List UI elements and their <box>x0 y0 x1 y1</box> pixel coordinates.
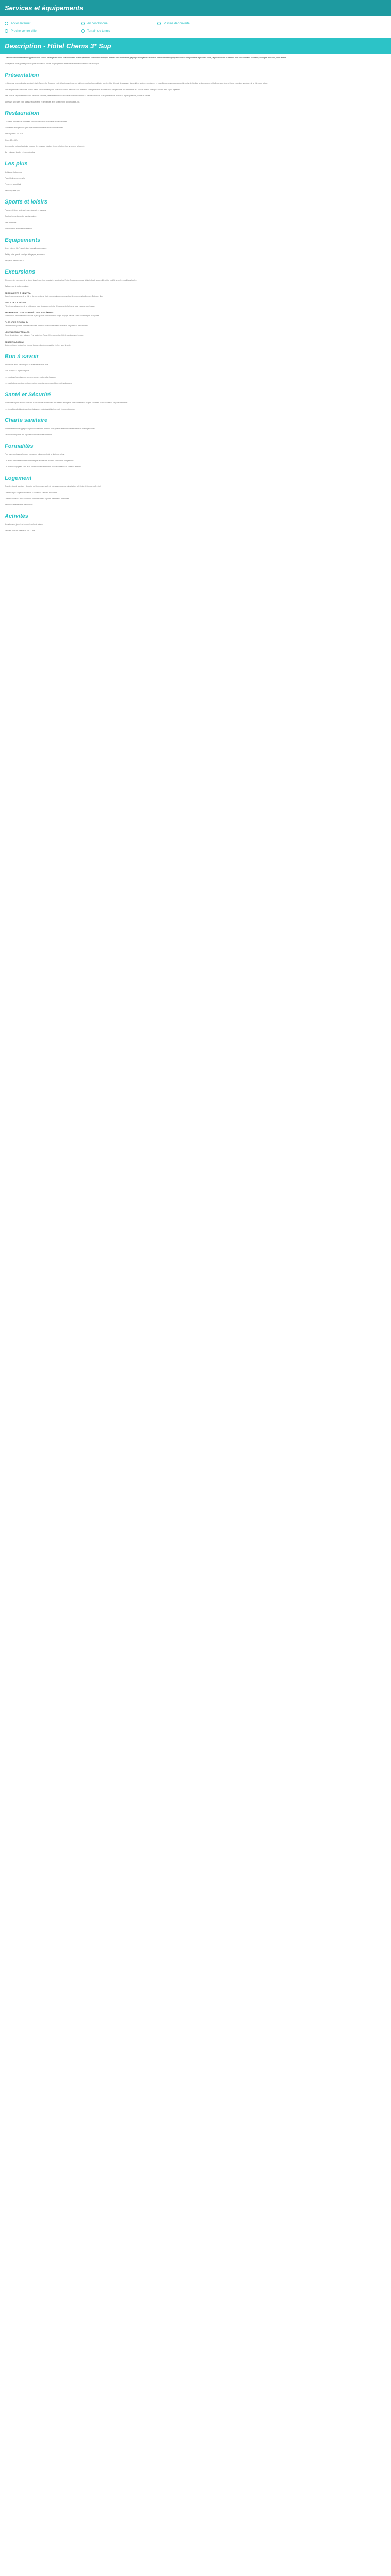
section-paragraph: Court de tennis disponible sur réservation. <box>5 215 37 217</box>
section-paragraph: Avant votre départ, veuillez consulter le site internet du ministère des Affaires étrangères pour connaître les risques sanitaires et sécuritaires du pays de destination. <box>5 402 128 404</box>
excursion-heading: VISITE DE LA MÉDINA <box>5 301 27 304</box>
section-title: Restauration <box>5 110 40 116</box>
section-title: Logement <box>5 475 32 481</box>
section-paragraph: Mini-club pour les enfants de 4 à 12 ans. <box>5 530 36 532</box>
section-paragraph: Notre établissement applique un protocole sanitaire renforcé pour garantir la sécurité de ses clients et de son personnel. <box>5 428 95 430</box>
description-title: Description - Hôtel Chems 3* Sup <box>5 42 111 50</box>
excursion-paragraph: Circuit de plusieurs jours à travers Fès, Meknès et Rabat. Hébergement en hôtels, demi-pension incluse. <box>5 334 84 336</box>
amenity-item <box>81 22 157 25</box>
section-paragraph: Situé en plein cœur de la ville, l'hôtel Chems est idéalement placé pour découvrir les alentours. Les chambres sont spacieuses et confortables. Le personnel est attentionné et à l'écoute de ses hôtes pour rendre votre séjour agréable. <box>5 89 180 91</box>
amenities-row <box>5 27 386 35</box>
section-paragraph: Découvrez les richesses de la région lors d'excursions organisées au départ de l'hôtel. Programme donné à titre indicatif, susceptible d'être modifié selon les conditions locales. <box>5 279 137 281</box>
excursion-heading: LES VILLES IMPÉRIALES <box>5 331 30 333</box>
section-paragraph: Rapport qualité-prix <box>5 190 20 192</box>
section-title: Formalités <box>5 443 34 449</box>
section-paragraph: Les autres nationalités doivent se renseigner auprès des autorités consulaires compétentes. <box>5 460 74 462</box>
excursion-heading: DÉCOUVERTE À KÉNITRA <box>5 292 31 294</box>
amenity-item <box>157 22 234 25</box>
section-paragraph: Piscine extérieure aménagée avec transats et parasols. <box>5 209 47 211</box>
excursion-paragraph: Journée de découverte de la ville et de ses environs, visite des principaux monuments et des marchés traditionnels. Déjeuner libre. <box>5 295 104 297</box>
excursion-paragraph: Après-midi dans le désert de pierres, balade à dos de dromadaire et dîner sous la tente. <box>5 344 71 346</box>
section-paragraph: Réception ouverte 24h/24. <box>5 260 25 262</box>
amenity-item <box>5 22 81 25</box>
section-paragraph: Parking privé gratuit, consigne à bagages, ascenseur. <box>5 253 45 256</box>
amenity-label: Piscine découverte <box>164 22 190 25</box>
amenities-list <box>0 16 391 38</box>
section-paragraph: Animations en soirée selon la saison. <box>5 228 33 230</box>
amenities-row <box>5 20 386 27</box>
amenity-item <box>5 29 81 33</box>
section-title: Excursions <box>5 269 36 275</box>
section-title: Présentation <box>5 72 39 78</box>
section-paragraph: Notre avis sur l'hôtel : une adresse accueillante et bien située, avec un excellent rapport qualité-prix. <box>5 101 80 103</box>
excursion-paragraph: Excursion en pleine nature au sein de la plus grande forêt de chênes-lièges du pays. Balade à pied accompagnée d'un guide. <box>5 315 100 317</box>
beach-icon <box>5 29 8 33</box>
amenity-label: Proche centre-ville <box>11 29 37 33</box>
section-paragraph: Chambre triple : capacité maximum 3 adultes ou 2 adultes et 1 enfant. <box>5 492 58 494</box>
amenity-label: Air conditionné <box>87 22 108 25</box>
services-header <box>0 0 391 16</box>
section-title: Bon à savoir <box>5 353 39 360</box>
section-paragraph: Accès Internet Wi-Fi gratuit dans les parties communes. <box>5 247 47 249</box>
services-title: Services et équipements <box>5 4 84 12</box>
pool-icon <box>157 22 161 25</box>
section-paragraph: Pour les ressortissants français : passeport valide pour toute la durée du séjour. <box>5 453 65 455</box>
section-paragraph: Les mineurs voyageant sans leurs parents doivent être munis d'une autorisation de sortie du territoire. <box>5 466 82 468</box>
intro-paragraph: Au départ de l'hôtel, partez pour un après-midi dans la nature. Au programme, visite des lieux et découverte du site historique. <box>5 63 100 65</box>
section-paragraph: Animations en journée et en soirée selon la saison. <box>5 523 43 526</box>
section-paragraph: Taxe de séjour à régler sur place. <box>5 370 30 372</box>
section-paragraph: Balcon ou terrasse selon disponibilité. <box>5 504 34 506</box>
amenity-item <box>81 29 157 33</box>
section-paragraph: Salle de fitness. <box>5 222 17 224</box>
excursion-paragraph: Flânerie dans les ruelles de la médina, au cœur des souks animés. Découverte de l'artisanat local : poterie, cuir, tissage. <box>5 305 95 307</box>
section-title: Les plus <box>5 161 28 167</box>
section-paragraph: Les formalités administratives et sanitaires sont indiquées à titre informatif et peuvent évoluer. <box>5 408 75 410</box>
excursion-paragraph: Départ matinal pour les célèbres cascades, parmi les plus spectaculaires du Maroc. Déjeuner au bord de l'eau. <box>5 325 88 327</box>
amenity-label: Accès Internet <box>11 22 31 25</box>
section-paragraph: Chambre double standard : lit double ou lits jumeaux, salle de bains avec douche, climatisation, télévision, téléphone, coffre-fort. <box>5 485 102 487</box>
section-paragraph: Dîner : 19h - 22h <box>5 139 18 141</box>
tennis-icon <box>81 29 85 33</box>
section-paragraph: Les horaires d'ouverture des services peuvent varier selon la saison. <box>5 376 57 378</box>
section-title: Santé et Sécurité <box>5 392 51 398</box>
section-title: Charte sanitaire <box>5 417 48 423</box>
excursion-heading: PROMENADE DANS LA FORÊT DE LA MAÂMORA <box>5 311 54 314</box>
section-title: Equipements <box>5 237 41 243</box>
description-header <box>0 38 391 54</box>
description-content <box>0 54 391 532</box>
section-paragraph: Petit déjeuner : 7h - 10h <box>5 133 23 135</box>
section-paragraph: Le Maroc est une destination appréciée toute l'année. Le Royaume invite à la découverte de son patrimoine culturel aux multiples facettes. Une diversité de paysages incroyables : sublimes ambiances et magnifiques canyons composent la région de Kénitra, la plus moderne et belle du pays. Une véritable excursion, au départ de la ville, vous attend. <box>5 82 268 84</box>
amenity-label: Terrain de tennis <box>87 29 110 33</box>
intro-paragraph: Le Maroc est une destination appréciée tout l'année. La Royaume invite à la découverte de son patrimoine culturel aux multiples facettes. Une diversité de paysages incroyables : sublimes ambiances et magnifiques canyons composent la région de Kénitra, la plus moderne et belle du pays. Une véritable excursion, au départ de la ville, vous attend. <box>5 57 287 59</box>
section-paragraph: Idéal pour un séjour détente ou une escapade culturelle, l'établissement vous accueille chaleureusement. La piscine extérieure et les jardins fleuris invitent au repos après une journée de visites. <box>5 95 151 97</box>
section-paragraph: Les installations sportives sont accessibles sous réserve des conditions météorologiques. <box>5 382 72 384</box>
section-title: Sports et loisirs <box>5 199 48 205</box>
section-paragraph: Tarifs en sus, à régler sur place. <box>5 285 29 287</box>
section-paragraph: Le Chems dispose d'un restaurant servant une cuisine marocaine et internationale. <box>5 121 68 123</box>
excursion-heading: CASCADES D'OUZOUD <box>5 321 28 324</box>
section-paragraph: Chambre familiale : deux chambres communicantes, capacité maximum 4 personnes. <box>5 498 70 500</box>
section-paragraph: Prévoir une tenue correcte pour la visite des lieux de culte. <box>5 364 49 366</box>
section-paragraph: Formule en demi-pension : petit déjeuner et dîner servis sous forme de buffet. <box>5 127 63 129</box>
section-paragraph: Personnel accueillant <box>5 183 21 185</box>
section-paragraph: Place idéale en centre-ville <box>5 177 25 179</box>
section-paragraph: Bar : boissons locales et internationales. <box>5 151 36 154</box>
excursion-heading: DÉSERT D'AGAFAY <box>5 341 24 343</box>
section-paragraph: Désinfection régulière des espaces communs et des chambres. <box>5 434 53 436</box>
section-paragraph: Un snack-bar près de la piscine propose des boissons fraîches et des collations tout au long de la journée. <box>5 145 85 147</box>
snowflake-icon <box>81 22 85 25</box>
section-title: Activités <box>5 513 28 519</box>
section-paragraph: Ambiance chaleureuse <box>5 171 22 173</box>
wifi-icon <box>5 22 8 25</box>
